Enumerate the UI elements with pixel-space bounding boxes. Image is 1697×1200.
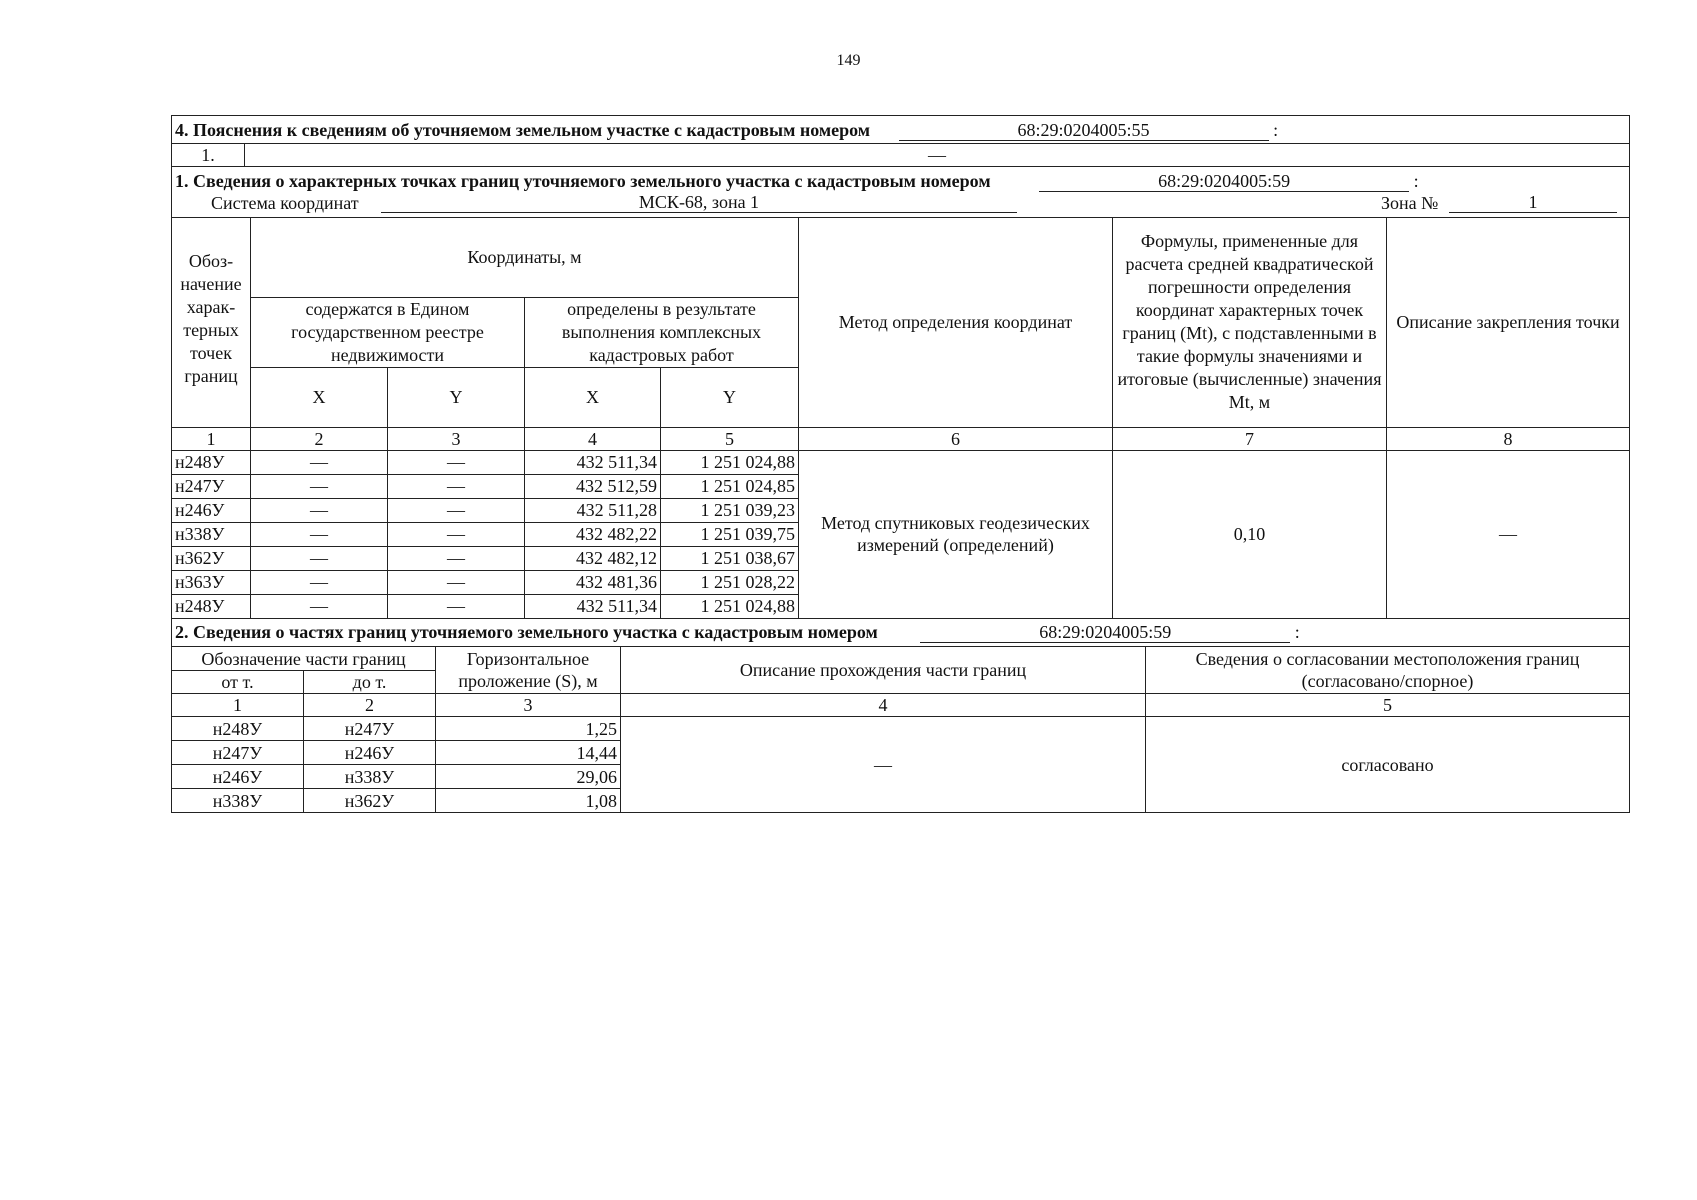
- x-kkr: 432 482,12: [525, 546, 661, 570]
- point-name: н246У: [172, 498, 251, 522]
- x-kkr: 432 482,22: [525, 522, 661, 546]
- section4-cadastral-number: 68:29:0204005:55: [899, 120, 1269, 141]
- x-egrn: —: [251, 546, 388, 570]
- to-point: н362У: [304, 789, 436, 813]
- length-value: 1,08: [436, 789, 621, 813]
- y-egrn: —: [388, 522, 525, 546]
- col-number: 3: [436, 694, 621, 717]
- x-kkr: 432 511,34: [525, 450, 661, 474]
- header-y-kkr: Y: [661, 367, 799, 427]
- y-kkr: 1 251 039,75: [661, 522, 799, 546]
- header-part: Обозначение части границ: [172, 647, 436, 671]
- y-kkr: 1 251 028,22: [661, 570, 799, 594]
- length-value: 14,44: [436, 741, 621, 765]
- section1-colon: :: [1413, 170, 1419, 191]
- to-point: н247У: [304, 717, 436, 741]
- col-number: 5: [661, 427, 799, 450]
- section4-row-number: 1.: [172, 144, 245, 167]
- x-egrn: —: [251, 474, 388, 498]
- y-egrn: —: [388, 474, 525, 498]
- y-kkr: 1 251 039,23: [661, 498, 799, 522]
- section2-cadastral-number: 68:29:0204005:59: [920, 622, 1290, 643]
- header-method: Метод определения координат: [799, 217, 1113, 427]
- header-to: до т.: [304, 671, 436, 694]
- col-number: 3: [388, 427, 525, 450]
- x-egrn: —: [251, 450, 388, 474]
- header-length: Горизонтальное проложение (S), м: [436, 647, 621, 694]
- header-description: Описание прохождения части границ: [621, 647, 1146, 694]
- col-number: 6: [799, 427, 1113, 450]
- cadastral-document: [171, 115, 1629, 813]
- agreement-value: согласовано: [1146, 717, 1630, 813]
- coord-system-label: Система координат: [211, 192, 359, 213]
- header-x-kkr: X: [525, 367, 661, 427]
- point-name: н247У: [172, 474, 251, 498]
- page-number: 149: [836, 52, 861, 69]
- header-formulas: Формулы, примененные для расчета средней квадратической погрешности определения координат характерных точек границ (Mt), с подставленными в такие формулы значениями и итоговые (вычисленные) значения Mt, м: [1113, 217, 1387, 427]
- x-kkr: 432 511,28: [525, 498, 661, 522]
- table-row: [172, 450, 1630, 474]
- y-kkr: 1 251 038,67: [661, 546, 799, 570]
- fixing-value: —: [1387, 450, 1630, 618]
- header-fixing: Описание закрепления точки: [1387, 217, 1630, 427]
- section2-colon: :: [1294, 622, 1300, 643]
- point-name: н248У: [172, 450, 251, 474]
- method-value: Метод спутниковых геодезических измерений (определений): [799, 450, 1113, 618]
- x-egrn: —: [251, 522, 388, 546]
- section4-header: [172, 116, 1630, 144]
- table-row: [172, 717, 1630, 741]
- y-kkr: 1 251 024,88: [661, 450, 799, 474]
- header-from: от т.: [172, 671, 304, 694]
- section2-table: [171, 619, 1630, 814]
- section1-title: 1. Сведения о характерных точках границ уточняемого земельного участка с кадастровым номером: [175, 170, 991, 191]
- section4-row-text: —: [245, 144, 1630, 167]
- y-egrn: —: [388, 450, 525, 474]
- length-value: 29,06: [436, 765, 621, 789]
- description-value: —: [621, 717, 1146, 813]
- from-point: н246У: [172, 765, 304, 789]
- x-egrn: —: [251, 570, 388, 594]
- point-name: н248У: [172, 594, 251, 618]
- x-kkr: 432 512,59: [525, 474, 661, 498]
- col-number: 2: [304, 694, 436, 717]
- col-number: 7: [1113, 427, 1387, 450]
- col-number: 5: [1146, 694, 1630, 717]
- col-number: 8: [1387, 427, 1630, 450]
- section1-header: [172, 167, 1630, 217]
- header-x-egrn: X: [251, 367, 388, 427]
- header-point: Обоз-начение харак-терных точек границ: [172, 217, 251, 427]
- section4-title: 4. Пояснения к сведениям об уточняемом земельном участке с кадастровым номером: [175, 119, 871, 140]
- y-egrn: —: [388, 570, 525, 594]
- x-kkr: 432 481,36: [525, 570, 661, 594]
- col-number: 4: [621, 694, 1146, 717]
- section2-header: [172, 619, 1630, 647]
- from-point: н248У: [172, 717, 304, 741]
- zone-value: 1: [1449, 192, 1617, 213]
- y-kkr: 1 251 024,88: [661, 594, 799, 618]
- header-coordinates: Координаты, м: [251, 217, 799, 297]
- y-egrn: —: [388, 594, 525, 618]
- col-number: 1: [172, 427, 251, 450]
- section1-table: [171, 167, 1630, 619]
- coord-system-value: МСК-68, зона 1: [381, 192, 1017, 213]
- y-egrn: —: [388, 546, 525, 570]
- mt-value: 0,10: [1113, 450, 1387, 618]
- from-point: н338У: [172, 789, 304, 813]
- header-agreement: Сведения о согласовании местоположения границ (согласовано/спорное): [1146, 647, 1630, 694]
- x-egrn: —: [251, 594, 388, 618]
- y-egrn: —: [388, 498, 525, 522]
- zone-label: Зона №: [1381, 192, 1439, 213]
- from-point: н247У: [172, 741, 304, 765]
- col-number: 2: [251, 427, 388, 450]
- to-point: н246У: [304, 741, 436, 765]
- to-point: н338У: [304, 765, 436, 789]
- header-kkr: определены в результате выполнения комплексных кадастровых работ: [525, 297, 799, 367]
- section4-colon: :: [1273, 119, 1279, 140]
- section2-title: 2. Сведения о частях границ уточняемого земельного участка с кадастровым номером: [175, 622, 878, 643]
- point-name: н363У: [172, 570, 251, 594]
- header-y-egrn: Y: [388, 367, 525, 427]
- col-number: 1: [172, 694, 304, 717]
- section4-table: [171, 115, 1630, 167]
- section1-cadastral-number: 68:29:0204005:59: [1039, 171, 1409, 192]
- point-name: н338У: [172, 522, 251, 546]
- point-name: н362У: [172, 546, 251, 570]
- y-kkr: 1 251 024,85: [661, 474, 799, 498]
- x-kkr: 432 511,34: [525, 594, 661, 618]
- x-egrn: —: [251, 498, 388, 522]
- col-number: 4: [525, 427, 661, 450]
- length-value: 1,25: [436, 717, 621, 741]
- header-egrn: содержатся в Едином государственном реестре недвижимости: [251, 297, 525, 367]
